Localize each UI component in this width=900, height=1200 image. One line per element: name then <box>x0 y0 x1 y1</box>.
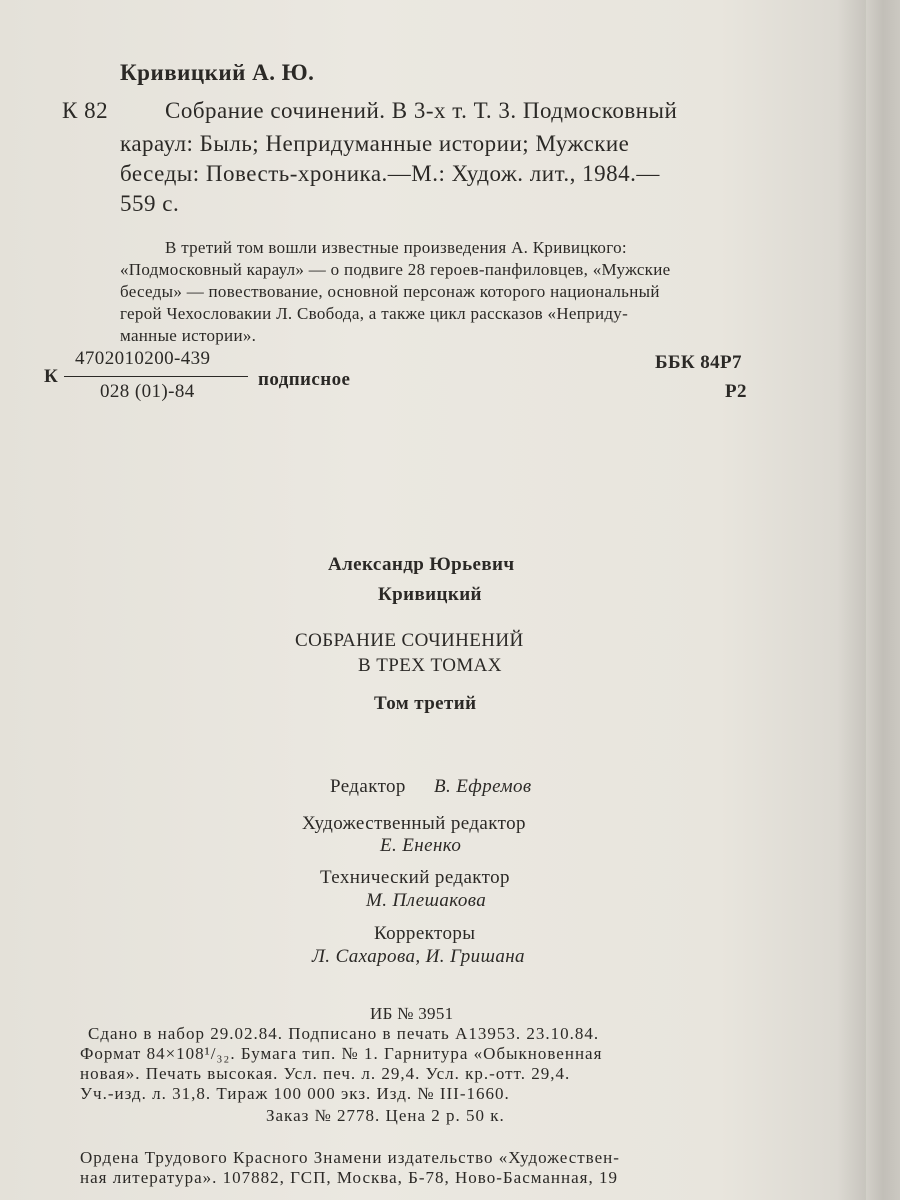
credit-name: Е. Ененко <box>380 835 462 856</box>
fraction-rule <box>64 376 248 377</box>
author-full-name: Александр Юрьевич <box>328 554 515 575</box>
imprint-line: Формат 84×108¹/₃₂. Бумага тип. № 1. Гарнитура «Обыкновенная <box>80 1044 603 1063</box>
collection-title: СОБРАНИЕ СОЧИНЕНИЙ <box>295 630 524 651</box>
credit-label: Корректоры <box>374 923 476 944</box>
credit-name: В. Ефремов <box>434 776 532 797</box>
imprint-line: Сдано в набор 29.02.84. Подписано в печать А13953. 23.10.84. <box>88 1024 600 1043</box>
credit-label: Художественный редактор <box>302 813 526 834</box>
order-line: Заказ № 2778. Цена 2 р. 50 к. <box>266 1106 505 1125</box>
author-heading: Кривицкий А. Ю. <box>120 60 315 85</box>
ib-number: ИБ № 3951 <box>370 1004 454 1023</box>
volume-label: Том третий <box>374 693 477 714</box>
annotation-line: беседы» — повествование, основной персонаж которого национальный <box>120 282 660 301</box>
bbk-code: ББК 84Р7 <box>655 352 742 373</box>
title-line: Собрание сочинений. В 3-х т. Т. 3. Подмосковный <box>165 98 678 123</box>
author-surname: Кривицкий <box>378 584 482 605</box>
imprint-line: новая». Печать высокая. Усл. печ. л. 29,4. Усл. кр.-отт. 29,4. <box>80 1064 571 1083</box>
title-line: 559 с. <box>120 191 180 216</box>
index-letter: К <box>44 366 59 387</box>
credit-name: Л. Сахарова, И. Гришана <box>312 946 525 967</box>
publisher-line: Ордена Трудового Красного Знамени издательство «Художествен- <box>80 1148 620 1167</box>
credit-label: Технический редактор <box>320 867 510 888</box>
index-numerator: 4702010200-439 <box>75 348 211 369</box>
title-line: беседы: Повесть-хроника.—М.: Худож. лит., 1984.— <box>120 161 660 186</box>
imprint-line: Уч.-изд. л. 31,8. Тираж 100 000 экз. Изд. № III-1660. <box>80 1084 510 1103</box>
annotation-line: герой Чехословакии Л. Свобода, а также цикл рассказов «Неприду- <box>120 304 629 323</box>
title-line: караул: Быль; Непридуманные истории; Мужские <box>120 131 630 156</box>
index-denominator: 028 (01)-84 <box>100 381 195 402</box>
bbk-code-2: Р2 <box>725 381 747 402</box>
annotation-line: В третий том вошли известные произведения А. Кривицкого: <box>165 238 627 257</box>
annotation-line: манные истории». <box>120 326 257 345</box>
subscription-label: подписное <box>258 369 351 390</box>
annotation-line: «Подмосковный караул» — о подвиге 28 героев-панфиловцев, «Мужские <box>120 260 671 279</box>
credit-label: Редактор <box>330 776 406 797</box>
call-number: К 82 <box>62 98 109 123</box>
credit-name: М. Плешакова <box>366 890 487 911</box>
publisher-line: ная литература». 107882, ГСП, Москва, Б-78, Ново-Басманная, 19 <box>80 1168 618 1187</box>
page-edge <box>866 0 900 1200</box>
collection-subtitle: В ТРЕХ ТОМАХ <box>358 655 502 676</box>
